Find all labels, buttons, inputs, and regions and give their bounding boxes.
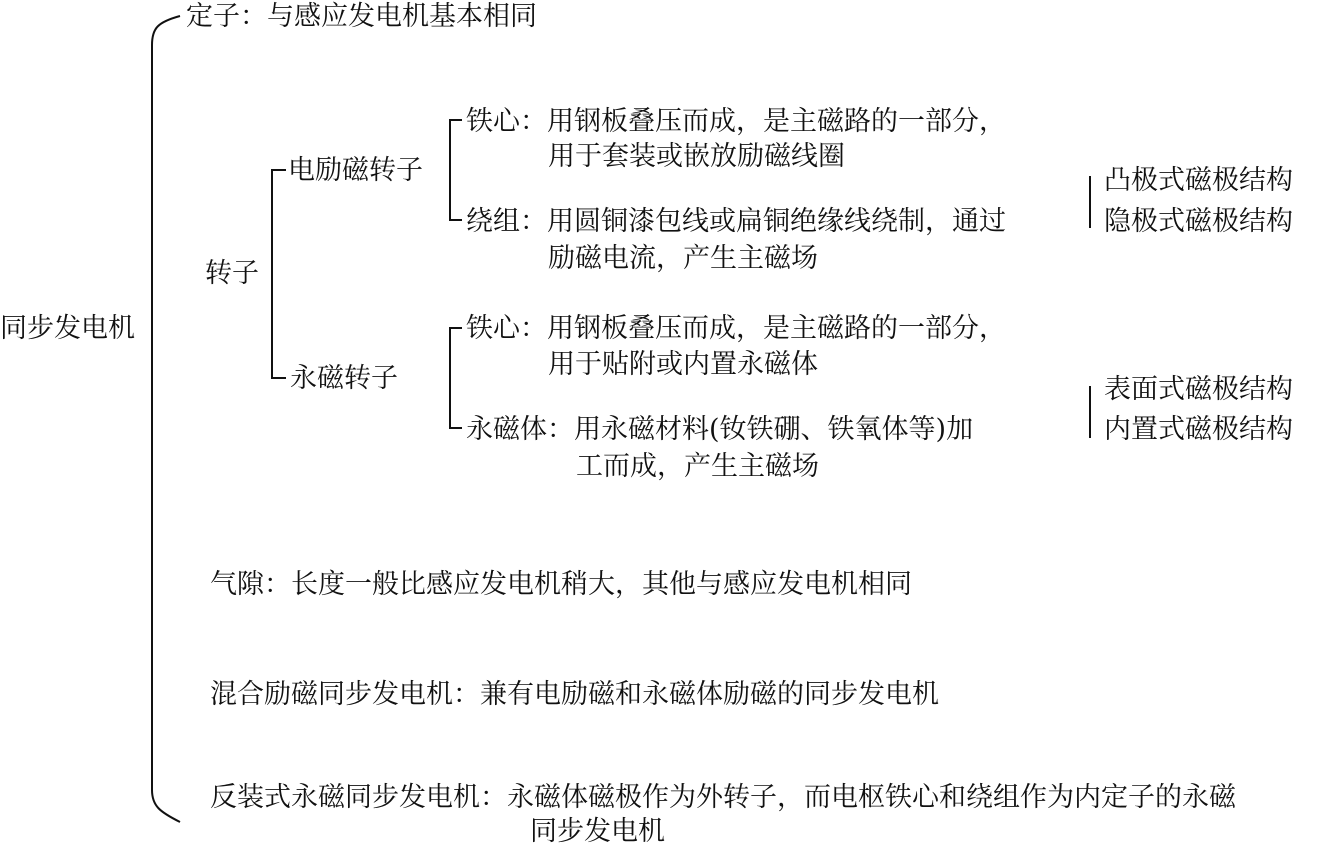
electric-core-line2: 用于套装或嵌放励磁线圈 [548,141,845,172]
permanent-structure-1: 表面式磁极结构 [1104,374,1293,405]
rotor-label: 转子 [205,258,259,289]
electric-winding-line1: 绕组：用圆铜漆包线或扁铜绝缘线绕制，通过 [466,206,1006,237]
permanent-magnet-line2: 工而成，产生主磁场 [576,451,819,482]
electric-rotor-bracket [450,120,462,220]
permanent-rotor-bracket [450,328,462,428]
air-gap-text: 气隙：长度一般比感应发电机稍大，其他与感应发电机相同 [210,569,912,600]
electric-core-line1: 铁心：用钢板叠压而成，是主磁路的一部分， [466,106,1006,137]
electric-structure-2: 隐极式磁极结构 [1104,206,1293,237]
main-brace [152,16,180,822]
permanent-magnet-line1: 永磁体：用永磁材料(钕铁硼、铁氧体等)加 [466,414,974,445]
electric-winding-line2: 励磁电流，产生主磁场 [548,243,818,274]
electric-structure-1: 凸极式磁极结构 [1104,165,1293,196]
root-label: 同步发电机 [0,313,135,344]
inverted-generator-line1: 反装式永磁同步发电机：永磁体磁极作为外转子，而电枢铁心和绕组作为内定子的永磁 [210,782,1236,813]
permanent-core-line2: 用于贴附或内置永磁体 [548,349,818,380]
electric-rotor-label: 电励磁转子 [288,155,423,186]
rotor-bracket [272,170,286,378]
permanent-rotor-label: 永磁转子 [290,363,398,394]
hybrid-generator-text: 混合励磁同步发电机：兼有电励磁和永磁体励磁的同步发电机 [210,679,939,710]
permanent-structure-2: 内置式磁极结构 [1104,414,1293,445]
stator-text: 定子：与感应发电机基本相同 [186,1,537,32]
inverted-generator-line2: 同步发电机 [530,816,665,847]
permanent-core-line1: 铁心：用钢板叠压而成，是主磁路的一部分， [466,313,1006,344]
